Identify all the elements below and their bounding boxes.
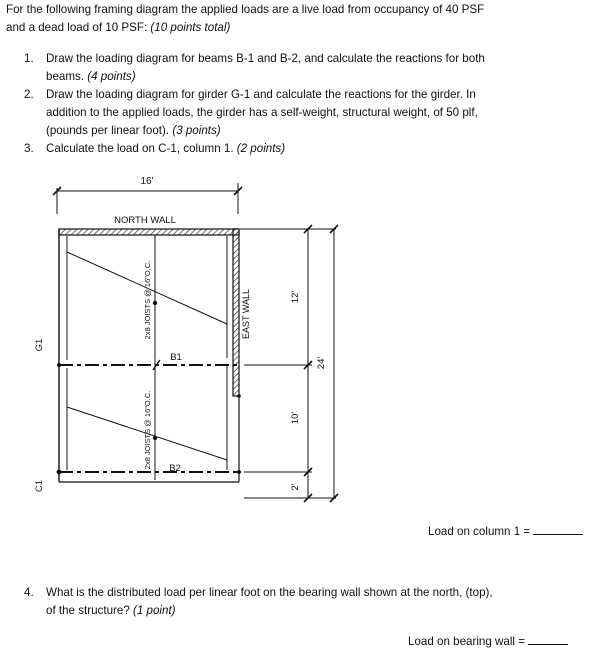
column-c1-label: C1 [34,479,45,493]
intro-line-2: and a dead load of 10 PSF: (10 points total) [6,21,231,34]
width-dimension [53,183,242,214]
north-wall [59,229,239,235]
width-label: 16' [140,176,154,187]
girder-g1-label: G1 [34,338,45,352]
dim-12-label: 12' [290,290,301,304]
column-load-answer [428,524,583,538]
intro-line-1: For the following framing diagram the applied loads are a live load from occupancy of 40 PSF [6,3,485,16]
points: (1 point) [133,604,176,617]
total-points: (10 points total) [150,21,231,34]
girder-support-west [57,363,61,367]
wall-load-label: Load on bearing wall = [408,635,529,648]
joists-bottom-label: 2x8 JOISTS @ 16"O.C. [143,390,152,470]
points: (3 points) [172,124,221,137]
east-wall-label: EAST WALL [241,288,251,340]
east-wall-end [237,394,241,398]
joist-connector-top [153,301,157,305]
question-number: 2. [24,88,34,101]
question-number: 3. [24,142,34,155]
beam-b2-label: B2 [169,463,181,474]
beam-b2-support-east [237,470,241,474]
wall-load-blank[interactable] [528,634,568,645]
dim-10-label: 10' [290,411,301,425]
north-wall-label: NORTH WALL [114,215,176,226]
points: (4 points) [87,70,136,83]
wall-load-answer [408,634,568,648]
question-number: 4. [24,586,34,599]
east-wall [233,229,239,396]
question-number: 1. [24,52,34,65]
points: (2 points) [236,142,286,155]
joists-top-label: 2x8 JOISTS @ 16"O.C. [143,260,152,340]
column-c1 [57,470,62,475]
joist-connector-bottom [153,436,157,440]
dim-2-label: 2' [290,483,301,491]
dim-24-label: 24' [316,356,327,370]
column-load-label: Load on column 1 = [428,525,534,538]
beam-b1-label: B1 [170,352,182,363]
column-load-blank[interactable] [533,524,583,535]
